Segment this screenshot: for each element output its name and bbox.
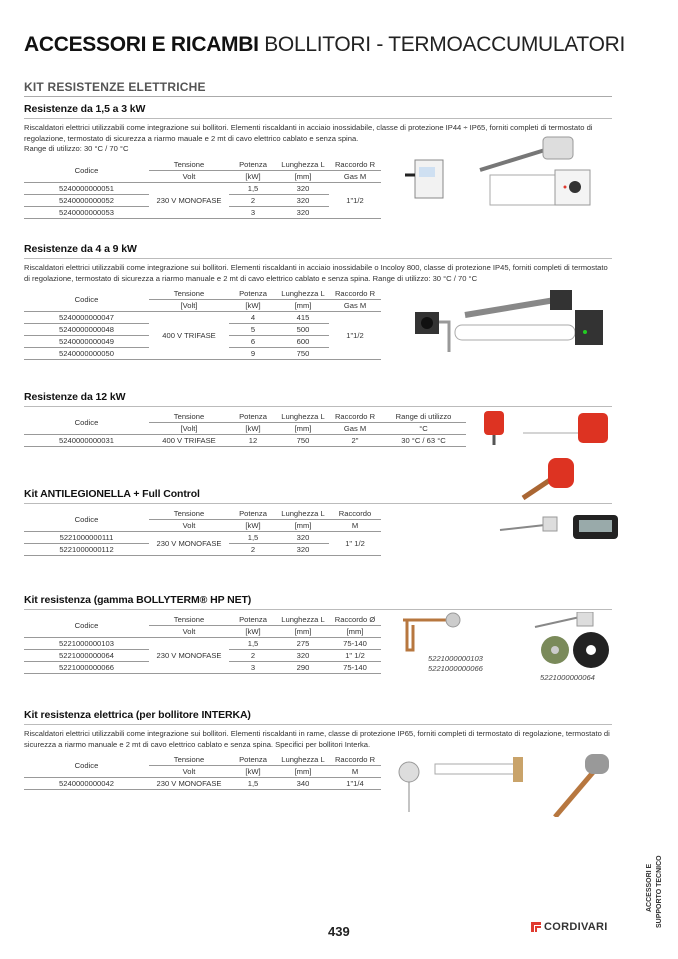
image-caption: 5221000000066 xyxy=(428,664,483,673)
column-header: Tensione xyxy=(149,614,229,626)
image-caption: 5221000000064 xyxy=(540,673,595,682)
column-header: Potenza xyxy=(229,288,277,300)
table-cell: 1" 1/2 xyxy=(329,650,381,662)
table-cell: 230 V MONOFASE xyxy=(149,778,229,790)
column-unit: [Volt] xyxy=(149,300,229,312)
table-cell: 5 xyxy=(229,324,277,336)
title-light: BOLLITORI - TERMOACCUMULATORI xyxy=(264,33,626,56)
table-row xyxy=(24,778,381,790)
column-header: Lunghezza L xyxy=(277,614,329,626)
column-header: Codice xyxy=(24,614,149,638)
product-image-3 xyxy=(478,403,618,503)
table-cell: 5221000000112 xyxy=(24,544,149,556)
column-unit: [kW] xyxy=(229,300,277,312)
section-description: Riscaldatori elettrici utilizzabili come integrazione sui bollitori. Elementi riscaldanti in acciaio inossidabile o Incoloy 800, classe di protezione IP45, forniti completi di termostato di regolazione, termostato di sicurezza a riarmo manuale e 2 mt di cavo elettrico cablato e senza spina. Range di utilizzo: 30 °C / 70 °C xyxy=(24,263,608,283)
table-cell: 1"1/2 xyxy=(329,182,381,218)
column-header: Lunghezza L xyxy=(277,754,329,766)
column-header: Raccordo R xyxy=(329,411,381,423)
table-cell: 2 xyxy=(229,650,277,662)
table-cell: 5221000000103 xyxy=(24,638,149,650)
table-row xyxy=(24,532,381,544)
section-heading: KIT RESISTENZE ELETTRICHE xyxy=(24,80,612,97)
column-unit: [mm] xyxy=(277,423,329,435)
product-image-4 xyxy=(495,505,625,545)
section-title: Kit ANTILEGIONELLA + Full Control xyxy=(24,488,612,504)
spec-table xyxy=(24,159,381,219)
column-header: Tensione xyxy=(149,508,229,520)
column-header: Raccordo R xyxy=(329,159,381,171)
spec-table xyxy=(24,754,381,790)
column-header: Lunghezza L xyxy=(277,508,329,520)
column-unit: [kW] xyxy=(229,423,277,435)
table-cell: 230 V MONOFASE xyxy=(149,638,229,674)
column-header: Codice xyxy=(24,159,149,183)
table-cell: 500 xyxy=(277,324,329,336)
side-tab-line1: ACCESSORI E xyxy=(646,863,653,912)
column-unit: Volt xyxy=(149,766,229,778)
column-unit: M xyxy=(329,520,381,532)
column-header: Potenza xyxy=(229,614,277,626)
column-header: Raccordo R xyxy=(329,288,381,300)
column-header: Codice xyxy=(24,508,149,532)
table-cell: 5221000000066 xyxy=(24,662,149,674)
table-cell: 320 xyxy=(277,182,329,194)
table-cell: 5240000000049 xyxy=(24,336,149,348)
product-image-6 xyxy=(395,752,615,817)
table-cell: 2" xyxy=(329,435,381,447)
column-header: Potenza xyxy=(229,159,277,171)
table-cell: 320 xyxy=(277,194,329,206)
table-cell: 6 xyxy=(229,336,277,348)
column-header: Tensione xyxy=(149,159,229,171)
section-title: Resistenze da 1,5 a 3 kW xyxy=(24,103,612,119)
column-header: Raccordo Ø xyxy=(329,614,381,626)
table-cell: 600 xyxy=(277,336,329,348)
table-cell: 750 xyxy=(277,348,329,360)
table-cell: 2 xyxy=(229,194,277,206)
column-header: Lunghezza L xyxy=(277,159,329,171)
column-header: Lunghezza L xyxy=(277,288,329,300)
table-cell: 5240000000051 xyxy=(24,182,149,194)
section-description: Range di utilizzo: 30 °C / 70 °C xyxy=(24,144,129,153)
table-cell: 400 V TRIFASE xyxy=(149,435,229,447)
column-header: Codice xyxy=(24,754,149,778)
column-unit: [mm] xyxy=(277,520,329,532)
page-number: 439 xyxy=(328,924,350,939)
column-unit: [kW] xyxy=(229,766,277,778)
brand-logo-icon xyxy=(531,922,541,932)
column-unit: Gas M xyxy=(329,423,381,435)
table-row xyxy=(24,312,381,324)
table-cell: 75-140 xyxy=(329,638,381,650)
table-cell: 5221000000111 xyxy=(24,532,149,544)
table-cell: 230 V MONOFASE xyxy=(149,182,229,218)
column-unit: [mm] xyxy=(277,626,329,638)
table-cell: 1,5 xyxy=(229,532,277,544)
column-header: Codice xyxy=(24,288,149,312)
section-title: Kit resistenza elettrica (per bollitore INTERKA) xyxy=(24,709,612,725)
table-cell: 3 xyxy=(229,662,277,674)
table-cell: 3 xyxy=(229,206,277,218)
table-cell: 230 V MONOFASE xyxy=(149,532,229,556)
table-cell: 5240000000031 xyxy=(24,435,149,447)
table-cell: 750 xyxy=(277,435,329,447)
table-cell: 290 xyxy=(277,662,329,674)
table-cell: 5240000000050 xyxy=(24,348,149,360)
spec-table xyxy=(24,508,381,556)
table-cell: 5240000000053 xyxy=(24,206,149,218)
table-cell: 75-140 xyxy=(329,662,381,674)
column-header: Potenza xyxy=(229,508,277,520)
section-description: Riscaldatori elettrici utilizzabili come integrazione sui bollitori. Elementi riscaldanti in rame, classe di protezione IP65, forniti completi di termostato di regolazione, termostato di sicurezza a riarmo manuale e 2 mt di cavo elettrico cablato e senza spina. Specifici per bollitori Interka. xyxy=(24,729,610,749)
column-header: Potenza xyxy=(229,754,277,766)
section-title: Resistenze da 4 a 9 kW xyxy=(24,243,612,259)
table-cell: 30 °C / 63 °C xyxy=(381,435,466,447)
column-header: Tensione xyxy=(149,411,229,423)
table-cell: 9 xyxy=(229,348,277,360)
column-header: Codice xyxy=(24,411,149,435)
section-title: Kit resistenza (gamma BOLLYTERM® HP NET) xyxy=(24,594,612,610)
table-cell: 5221000000064 xyxy=(24,650,149,662)
column-unit: °C xyxy=(381,423,466,435)
column-header: Tensione xyxy=(149,754,229,766)
table-cell: 275 xyxy=(277,638,329,650)
spec-table xyxy=(24,288,381,360)
page-title xyxy=(24,33,625,57)
table-cell: 1,5 xyxy=(229,182,277,194)
product-image-5 xyxy=(395,612,635,672)
column-unit: [kW] xyxy=(229,170,277,182)
column-header: Lunghezza L xyxy=(277,411,329,423)
column-header: Tensione xyxy=(149,288,229,300)
title-bold: ACCESSORI E RICAMBI xyxy=(24,33,259,56)
column-unit: Gas M xyxy=(329,300,381,312)
column-unit: [mm] xyxy=(329,626,381,638)
table-cell: 1"1/4 xyxy=(329,778,381,790)
table-row xyxy=(24,435,466,447)
table-cell: 1"1/2 xyxy=(329,312,381,360)
column-header: Raccordo xyxy=(329,508,381,520)
table-cell: 5240000000047 xyxy=(24,312,149,324)
column-header: Raccordo R xyxy=(329,754,381,766)
spec-table xyxy=(24,614,381,674)
product-image-1 xyxy=(405,135,605,215)
table-cell: 320 xyxy=(277,544,329,556)
product-image-2 xyxy=(405,290,605,370)
column-header: Potenza xyxy=(229,411,277,423)
column-unit: [mm] xyxy=(277,766,329,778)
column-unit: Volt xyxy=(149,626,229,638)
spec-table xyxy=(24,411,466,447)
column-unit: [mm] xyxy=(277,300,329,312)
table-cell: 5240000000048 xyxy=(24,324,149,336)
column-unit: [kW] xyxy=(229,626,277,638)
table-row xyxy=(24,182,381,194)
column-unit: [kW] xyxy=(229,520,277,532)
table-cell: 340 xyxy=(277,778,329,790)
table-cell: 5240000000042 xyxy=(24,778,149,790)
side-tab-line2: SUPPORTO TECNICO xyxy=(656,855,663,928)
table-cell: 320 xyxy=(277,206,329,218)
table-cell: 1" 1/2 xyxy=(329,532,381,556)
table-cell: 5240000000052 xyxy=(24,194,149,206)
table-cell: 415 xyxy=(277,312,329,324)
table-cell: 2 xyxy=(229,544,277,556)
table-cell: 1,5 xyxy=(229,778,277,790)
brand-logo xyxy=(531,921,608,933)
image-caption: 5221000000103 xyxy=(428,654,483,663)
section-title: Resistenze da 12 kW xyxy=(24,391,612,407)
section-description: Riscaldatori elettrici utilizzabili come integrazione sui bollitori. Elementi riscaldanti in acciaio inossidabile, classe di protezione IP44 ÷ IP65, forniti completi di termostato di regolazione, termostato di sicurezza a riarmo mauale e 2 mt di cavo elettrico cablato e senza spina. xyxy=(24,123,593,143)
column-unit: Volt xyxy=(149,520,229,532)
side-tab xyxy=(640,850,670,930)
brand-name: CORDIVARI xyxy=(544,921,608,933)
table-cell: 1,5 xyxy=(229,638,277,650)
table-cell: 320 xyxy=(277,532,329,544)
column-unit: Gas M xyxy=(329,170,381,182)
table-cell: 320 xyxy=(277,650,329,662)
column-unit: Volt xyxy=(149,170,229,182)
column-header: Range di utilizzo xyxy=(381,411,466,423)
table-cell: 400 V TRIFASE xyxy=(149,312,229,360)
table-cell: 12 xyxy=(229,435,277,447)
column-unit: M xyxy=(329,766,381,778)
column-unit: [mm] xyxy=(277,170,329,182)
table-row xyxy=(24,638,381,650)
column-unit: [Volt] xyxy=(149,423,229,435)
table-cell: 4 xyxy=(229,312,277,324)
